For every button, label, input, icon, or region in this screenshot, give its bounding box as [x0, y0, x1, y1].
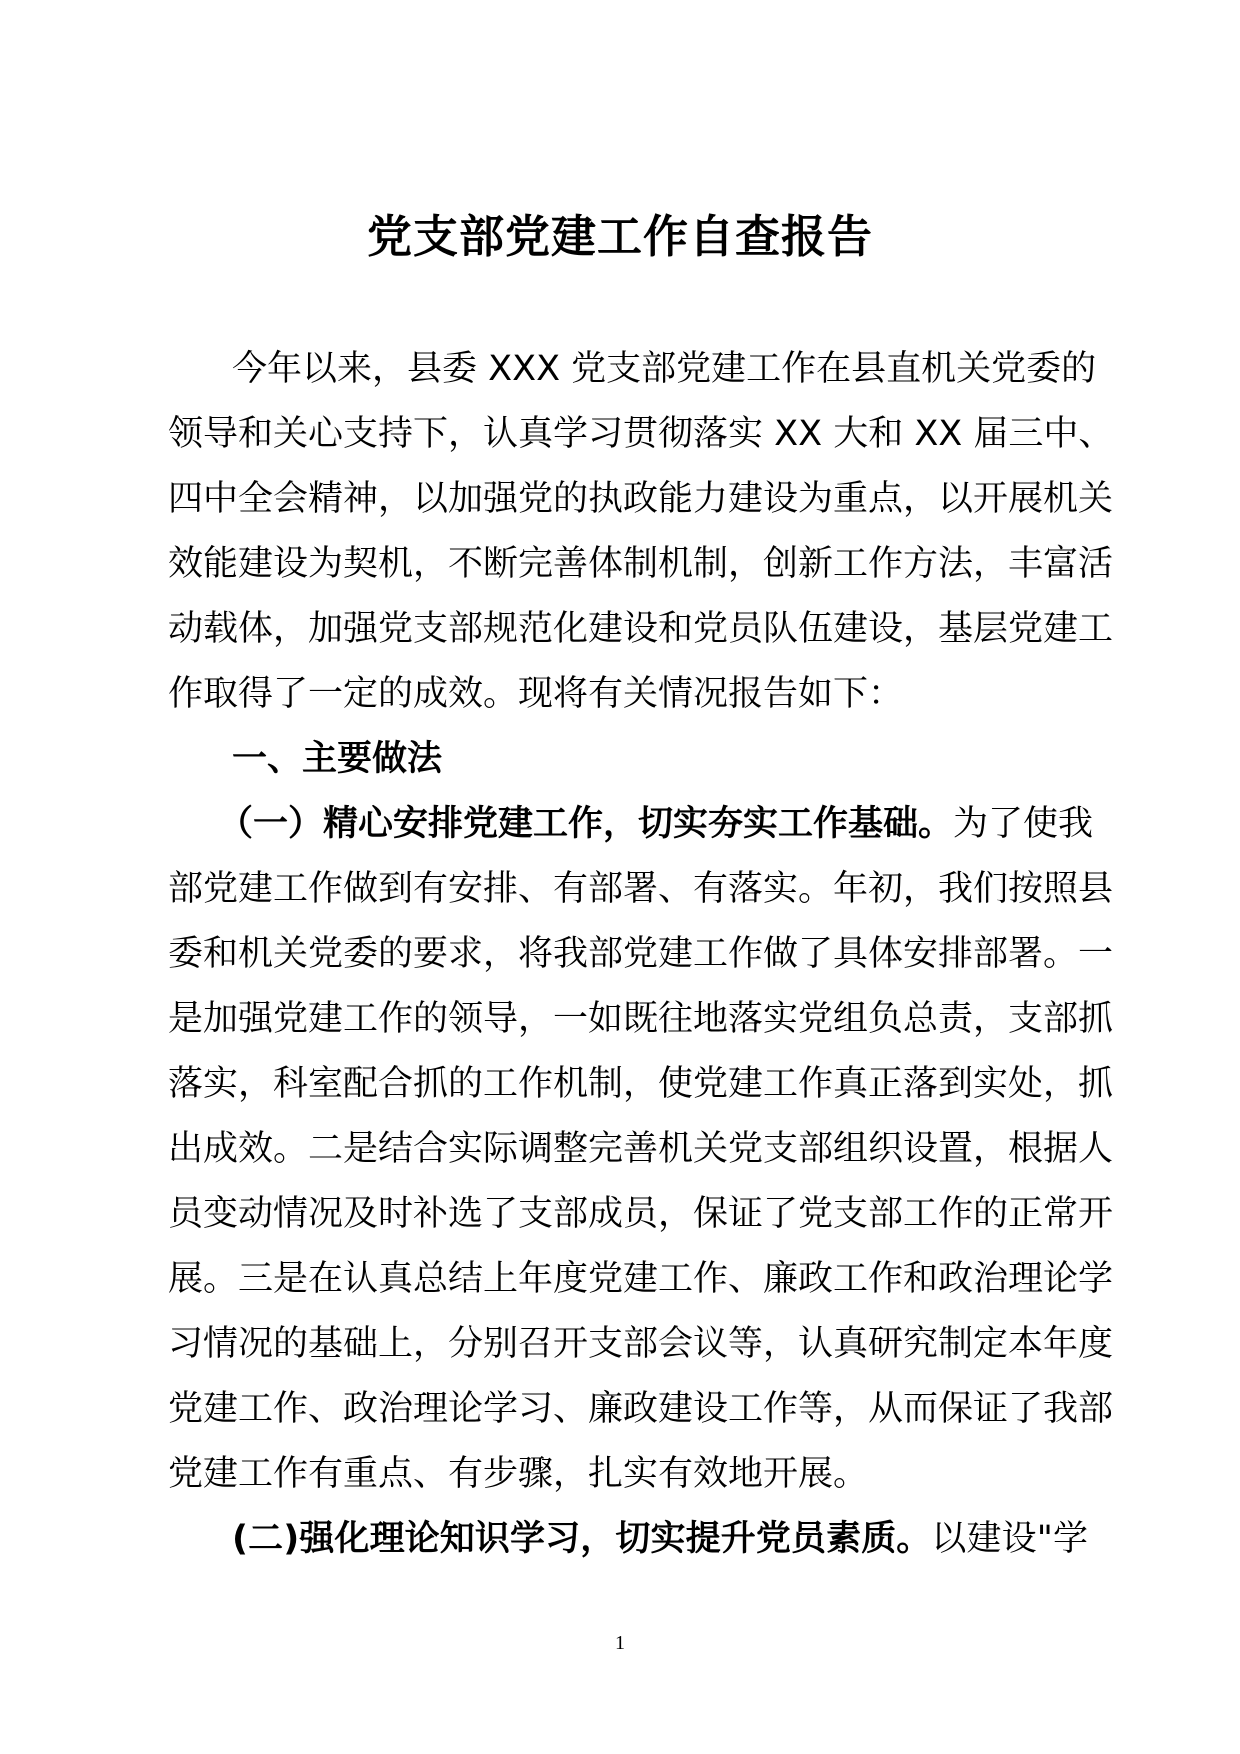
line-text: 党建工作有重点、有步骤，扎实有效地开展。	[168, 1454, 869, 1494]
line-text: 员变动情况及时补选了支部成员，保证了党支部工作的正常开	[168, 1194, 1114, 1234]
paragraph-line	[168, 1247, 1114, 1312]
document-body	[168, 337, 1114, 1572]
line-text: 落实，科室配合抓的工作机制，使党建工作真正落到实处，抓	[168, 1064, 1114, 1104]
paragraph-line	[168, 857, 1114, 922]
line-text: 委和机关党委的要求，将我部党建工作做了具体安排部署。一	[168, 934, 1114, 974]
paragraph-line	[168, 792, 1094, 857]
paragraph-line	[168, 1442, 1088, 1507]
line-text: 动载体，加强党支部规范化建设和党员队伍建设，基层党建工	[168, 609, 1114, 649]
paragraph-line	[168, 532, 1114, 597]
line-text: 是加强党建工作的领导，一如既往地落实党组负总责，支部抓	[168, 999, 1114, 1039]
line-text: 展。三是在认真总结上年度党建工作、廉政工作和政治理论学	[168, 1259, 1114, 1299]
paragraph-line	[168, 597, 1114, 662]
paragraph-line	[168, 467, 1114, 532]
paragraph-line	[168, 402, 1114, 467]
document-title: 党支部党建工作自查报告	[366, 210, 873, 263]
subheading-text: （一）精心安排党建工作，切实夯实工作基础。	[218, 804, 954, 844]
paragraph-line	[168, 337, 1097, 402]
subheading-text: (二)强化理论知识学习，切实提升党员素质。	[232, 1519, 932, 1559]
heading-text: 一、主要做法	[232, 739, 443, 779]
page-number: 1	[615, 1632, 625, 1654]
paragraph-line	[168, 1312, 1114, 1377]
line-text: 作取得了一定的成效。现将有关情况报告如下：	[168, 674, 904, 714]
line-text: 四中全会精神，以加强党的执政能力建设为重点，以开展机关	[168, 479, 1114, 519]
paragraph-line	[168, 1182, 1114, 1247]
line-text: 部党建工作做到有安排、有部署、有落实。年初，我们按照县	[168, 869, 1114, 909]
paragraph-line	[168, 1117, 1114, 1182]
line-text: 效能建设为契机，不断完善体制机制，创新工作方法，丰富活	[168, 544, 1114, 584]
paragraph-line	[168, 1377, 1114, 1442]
line-text: 今年以来，县委 XXX 党支部党建工作在县直机关党委的	[232, 349, 1097, 389]
paragraph-line	[168, 987, 1114, 1052]
line-text: 出成效。二是结合实际调整完善机关党支部组织设置，根据人	[168, 1129, 1114, 1169]
line-text: 党建工作、政治理论学习、廉政建设工作等，从而保证了我部	[168, 1389, 1114, 1429]
paragraph-line	[168, 922, 1114, 987]
paragraph-line	[168, 1052, 1114, 1117]
line-text: 为了使我	[953, 804, 1094, 844]
paragraph-line	[168, 1507, 1088, 1572]
line-text: 习情况的基础上，分别召开支部会议等，认真研究制定本年度	[168, 1324, 1114, 1364]
line-text: 领导和关心支持下，认真学习贯彻落实 XX 大和 XX 届三中、	[168, 414, 1114, 454]
section-heading	[168, 727, 1088, 792]
line-text: 以建设"学	[931, 1519, 1088, 1559]
paragraph-line	[168, 662, 1088, 727]
